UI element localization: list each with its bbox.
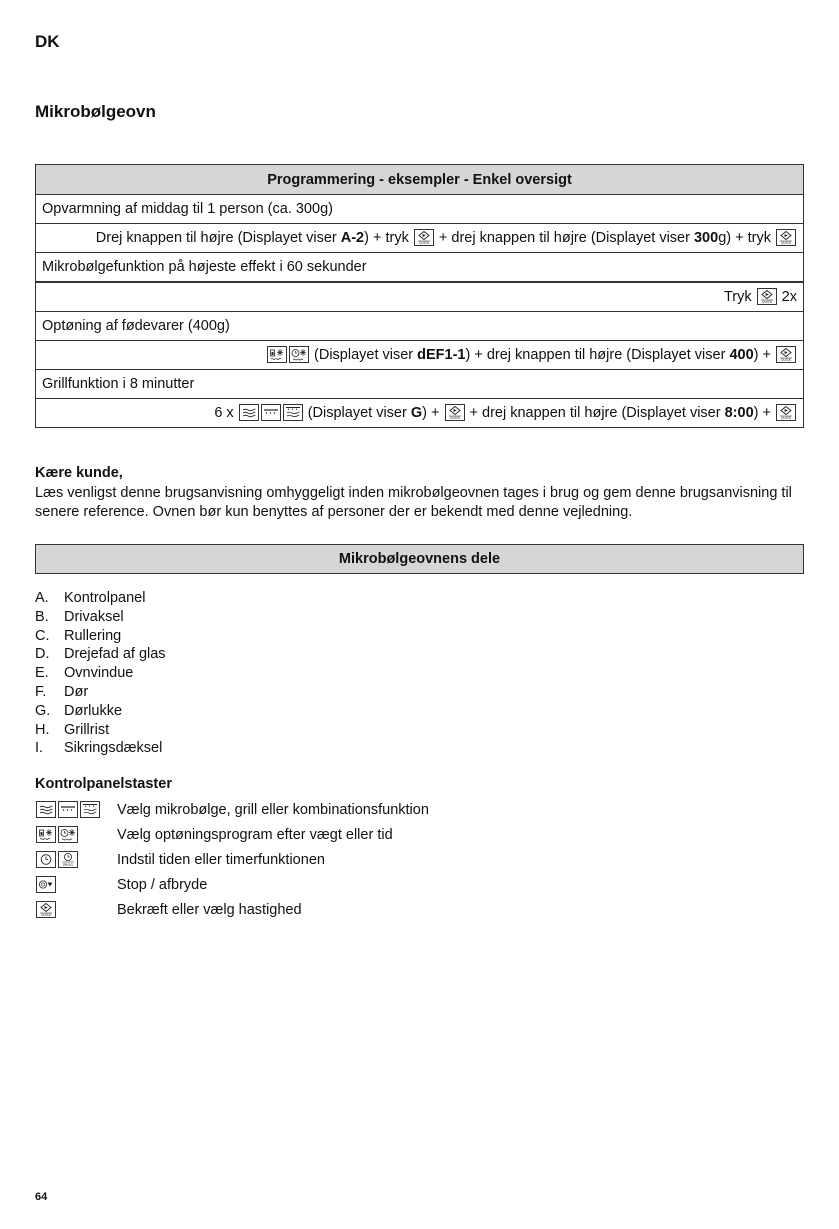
control-key-description: Bekræft eller vælg hastighed xyxy=(117,902,302,918)
page-number: 64 xyxy=(35,1191,48,1203)
start-quick-key-icon xyxy=(36,901,56,918)
prog-timer-key-icon xyxy=(58,851,78,868)
list-item: F. Dør xyxy=(35,683,89,700)
stop-key-icon xyxy=(36,876,56,893)
start-quick-key-icon xyxy=(776,346,796,363)
program-description: Mikrobølgefunktion på højeste effekt i 60 sekunder xyxy=(36,253,804,283)
combi-key-icon xyxy=(80,801,100,818)
defrost-time-key-icon xyxy=(58,826,78,843)
program-description: Opvarmning af middag til 1 person (ca. 300g) xyxy=(36,195,804,224)
control-key-description: Vælg mikrobølge, grill eller kombinationsfunktion xyxy=(117,802,429,818)
control-key-description: Stop / afbryde xyxy=(117,877,208,893)
start-quick-key-icon xyxy=(414,229,434,246)
start-quick-key-icon xyxy=(757,288,777,305)
language-code: DK xyxy=(35,32,60,51)
grill-key-icon xyxy=(261,404,281,421)
start-quick-key-icon xyxy=(445,404,465,421)
microwave-key-icon xyxy=(36,801,56,818)
parts-list xyxy=(35,589,166,758)
control-key-description: Indstil tiden eller timerfunktionen xyxy=(117,852,325,868)
defrost-time-key-icon xyxy=(289,346,309,363)
combi-key-icon xyxy=(283,404,303,421)
clock-key-icon xyxy=(36,851,56,868)
defrost-weight-key-icon xyxy=(267,346,287,363)
defrost-weight-key-icon xyxy=(36,826,56,843)
programming-table-heading: Programmering - eksempler - Enkel oversigt xyxy=(36,165,804,195)
list-item: C. Rullering xyxy=(35,627,122,644)
list-item: H. Grillrist xyxy=(35,721,110,738)
list-item: A. Kontrolpanel xyxy=(35,590,146,606)
program-step: (Displayet viser dEF1-1) + drej knappen til højre (Displayet viser 400) + xyxy=(36,341,804,370)
page-title: Mikrobølgeovn xyxy=(35,102,156,121)
program-step: Drej knappen til højre (Displayet viser A-2) + tryk + drej knappen til højre (Displayet viser 300g) + tryk xyxy=(36,224,804,253)
microwave-key-icon xyxy=(239,404,259,421)
list-item: B. Drivaksel xyxy=(35,608,124,625)
program-description: Optøning af fødevarer (400g) xyxy=(36,312,804,341)
grill-key-icon xyxy=(58,801,78,818)
start-quick-key-icon xyxy=(776,404,796,421)
start-quick-key-icon xyxy=(776,229,796,246)
list-item: I. Sikringsdæksel xyxy=(35,740,163,757)
list-item: E. Ovnvindue xyxy=(35,665,134,682)
program-step: 6 x (Displayet viser G) + + drej knappen til højre (Displayet viser 8:00) + xyxy=(36,399,804,428)
programming-table xyxy=(35,164,804,428)
parts-heading: Mikrobølgeovnens dele xyxy=(35,544,804,574)
program-step: Tryk 2x xyxy=(36,282,804,312)
salutation: Kære kunde, xyxy=(35,465,123,481)
intro-paragraph: Læs venligst denne brugsanvisning omhyggeligt inden mikrobølgeovnen tages i brug og gem denne brugsanvisning til senere reference. Ovnen bør kun benyttes af personer der er bekendt med denne vejledning. xyxy=(35,485,792,520)
control-key-description: Vælg optøningsprogram efter vægt eller tid xyxy=(117,827,393,843)
list-item: G. Dørlukke xyxy=(35,702,123,719)
control-panel-heading: Kontrolpanelstaster xyxy=(35,776,172,792)
program-description: Grillfunktion i 8 minutter xyxy=(36,370,804,399)
list-item: D. Drejefad af glas xyxy=(35,646,166,663)
